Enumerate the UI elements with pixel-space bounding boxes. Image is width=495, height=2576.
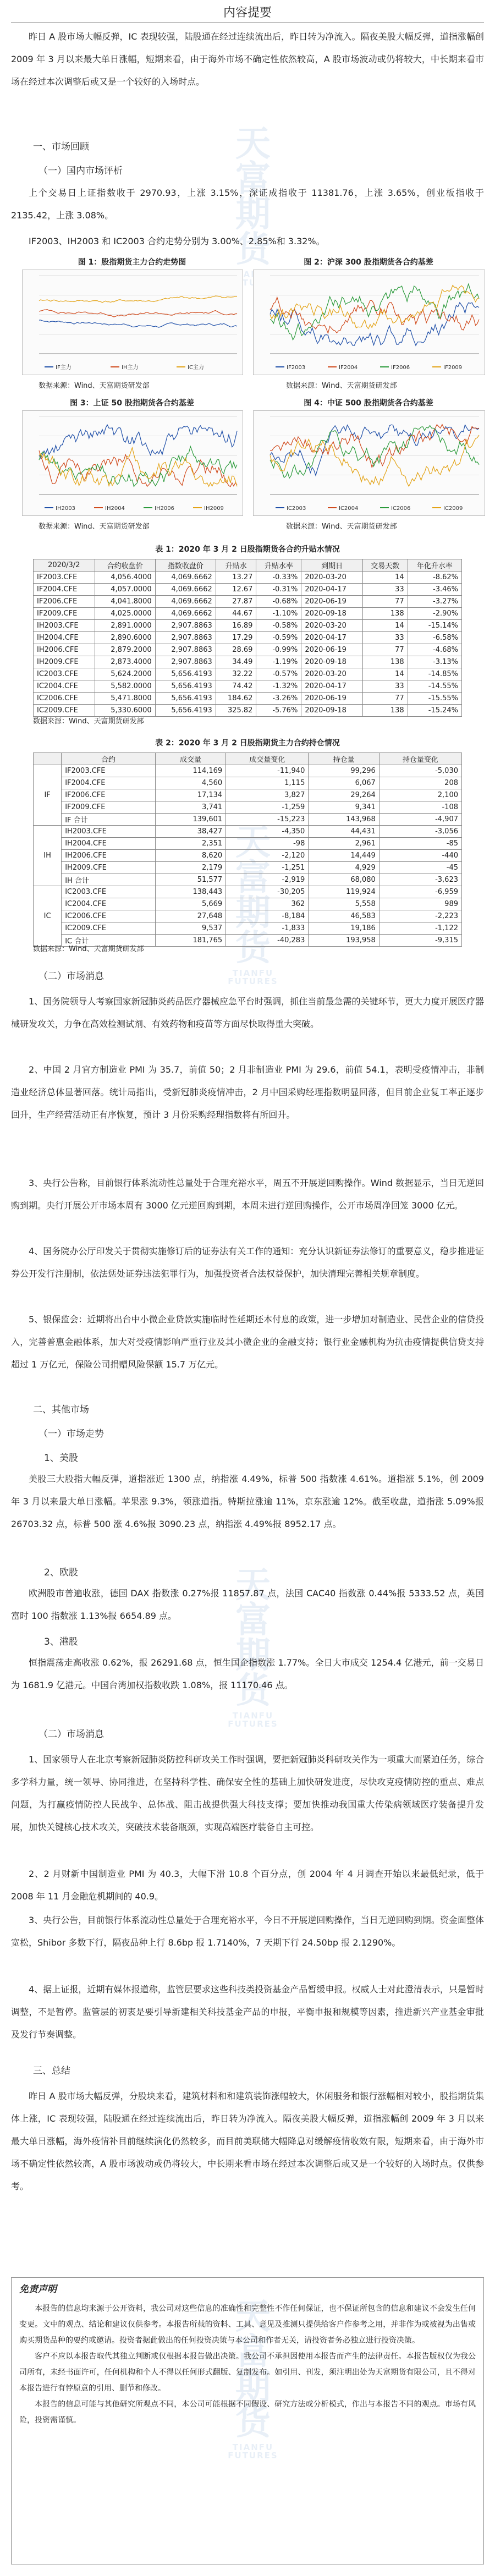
table-cell: 4,025.0000 bbox=[95, 608, 155, 620]
table-cell: 12.67 bbox=[216, 584, 256, 596]
table-cell: IH2003.CFE bbox=[62, 826, 156, 838]
watermark: 天富期货 TIANFU FUTURES bbox=[228, 822, 278, 986]
table-row bbox=[34, 668, 462, 680]
table-cell: 1,115 bbox=[226, 777, 309, 789]
table-cell: IC2004.CFE bbox=[62, 898, 156, 910]
chart-svg bbox=[254, 270, 485, 375]
table-cell: 4,056.4000 bbox=[95, 572, 155, 584]
table-cell: IC2003.CFE bbox=[34, 668, 95, 680]
table-cell: IH2009.CFE bbox=[62, 862, 156, 874]
table-cell: 5,330.6000 bbox=[95, 705, 155, 717]
table-cell: 5,669 bbox=[155, 898, 226, 910]
disclaimer-title: 免责声明 bbox=[19, 2284, 57, 2295]
table-cell: IF2003.CFE bbox=[34, 572, 95, 584]
subsection-heading: （二）市场消息 bbox=[38, 1729, 104, 1740]
table-header: 成交量 bbox=[155, 753, 226, 765]
table-cell: -440 bbox=[379, 850, 461, 862]
table-cell: 138 bbox=[362, 705, 408, 717]
table-header: 升贴水 bbox=[216, 559, 256, 572]
table-cell: 5,656.4193 bbox=[155, 680, 216, 693]
table-cell: IF2004.CFE bbox=[34, 584, 95, 596]
table-cell: 4,069.6662 bbox=[155, 584, 216, 596]
table-cell: -8,184 bbox=[226, 910, 309, 922]
positions-table bbox=[33, 753, 462, 947]
section-heading: 三、总结 bbox=[33, 2066, 70, 2077]
table-cell: 2,873.4000 bbox=[95, 656, 155, 668]
source-note: 数据来源：Wind、天富期货研发部 bbox=[38, 523, 150, 531]
table-header: 成交量变化 bbox=[226, 753, 309, 765]
source-note: 数据来源：Wind、天富期货研发部 bbox=[38, 382, 150, 390]
table-cell: IF2009.CFE bbox=[34, 608, 95, 620]
table-header: 持仓量变化 bbox=[379, 753, 461, 765]
table-cell: -15,223 bbox=[226, 814, 309, 826]
news-item: 2、中国 2 月官方制造业 PMI 为 35.7，前值 50；2 月非制造业 PMI 为 29.6，前值 54.1，表明受疫情冲击，非制造业经济总体显著回落。统计局指出，受新冠肺炎疫情冲击，2 月中国采购经理指数明显回落，但目前企业复工率正逐步回升，生产经营活动正有序恢复，预计 3 月份采购经理指数将有所回升。 bbox=[11, 1064, 484, 1120]
table-cell: -108 bbox=[379, 801, 461, 814]
chart-ic-basis bbox=[253, 410, 485, 516]
table-cell: 33 bbox=[362, 632, 408, 644]
legend-label: IF2003 bbox=[287, 365, 306, 371]
table-cell: 2020-09-18 bbox=[301, 656, 363, 668]
table-header: 指数收盘价 bbox=[155, 559, 216, 572]
table-cell: IH2006.CFE bbox=[62, 850, 156, 862]
table-row bbox=[34, 814, 462, 826]
table-cell: 17.29 bbox=[216, 632, 256, 644]
table-cell: 138 bbox=[362, 656, 408, 668]
table-cell: 2020-03-20 bbox=[301, 668, 363, 680]
table-row bbox=[34, 644, 462, 656]
news-item: 4、国务院办公厅印发关于贯彻实施修订后的证券法有关工作的通知：充分认识新证券法修订的重要意义，稳步推进证券公开发行注册制，依法惩处证券违法犯罪行为，加强投资者合法权益保护，加快清理完善相关规章制度。 bbox=[11, 1246, 484, 1279]
table-cell: -9,315 bbox=[379, 935, 461, 947]
table-cell: -1,259 bbox=[226, 801, 309, 814]
chart-svg bbox=[254, 411, 485, 515]
table-cell: -3.26% bbox=[256, 693, 301, 705]
legend-label: IH2004 bbox=[105, 506, 125, 512]
table-cell: 5,471.8000 bbox=[95, 693, 155, 705]
table-cell: -1,833 bbox=[226, 922, 309, 935]
legend-label: IH主力 bbox=[122, 365, 139, 371]
table-cell: 4,069.6662 bbox=[155, 596, 216, 608]
table-cell: -8.62% bbox=[408, 572, 461, 584]
series-line bbox=[39, 320, 237, 327]
legend-label: IF2004 bbox=[339, 365, 358, 371]
table2-title: 表 2：2020 年 3 月 2 日股指期货主力合约持仓情况 bbox=[155, 739, 340, 748]
chart-title: 图 1：股指期货主力合约走势图 bbox=[78, 258, 186, 267]
series-line bbox=[270, 425, 479, 475]
table-cell: 5,656.4193 bbox=[155, 668, 216, 680]
watermark: 天富期货 TIANFU FUTURES bbox=[228, 1565, 278, 1729]
table-cell: 4,069.6662 bbox=[155, 608, 216, 620]
table-cell: 3,741 bbox=[155, 801, 226, 814]
chart-title: 图 4：中证 500 股指期货各合约基差 bbox=[304, 399, 433, 408]
table-cell: 2020-04-17 bbox=[301, 584, 363, 596]
series-line bbox=[270, 298, 479, 333]
table-cell: 27,648 bbox=[155, 910, 226, 922]
table-cell: 99,296 bbox=[309, 765, 379, 777]
source-note: 数据来源：Wind、天富期货研发部 bbox=[33, 945, 144, 953]
table-row bbox=[34, 874, 462, 886]
table-cell: 4,041.8000 bbox=[95, 596, 155, 608]
table-cell: 2,879.2000 bbox=[95, 644, 155, 656]
table-row bbox=[34, 910, 462, 922]
table-cell: 34.49 bbox=[216, 656, 256, 668]
legend-label: IH2003 bbox=[56, 506, 75, 512]
table-cell: -0.99% bbox=[256, 644, 301, 656]
table-cell: 9,341 bbox=[309, 801, 379, 814]
table-cell: 4,560 bbox=[155, 777, 226, 789]
table-cell: 2020-04-17 bbox=[301, 680, 363, 693]
table-cell: 6,067 bbox=[309, 777, 379, 789]
table-group-label: IC bbox=[34, 886, 62, 947]
table-cell: 5,582.0000 bbox=[95, 680, 155, 693]
header-title: 内容提要 bbox=[223, 6, 272, 20]
table-cell: 5,656.4193 bbox=[155, 705, 216, 717]
table-cell: 74.42 bbox=[216, 680, 256, 693]
table-cell: -0.31% bbox=[256, 584, 301, 596]
table-cell: 2,907.8863 bbox=[155, 644, 216, 656]
table-cell: -15.55% bbox=[408, 693, 461, 705]
table-cell: -0.59% bbox=[256, 632, 301, 644]
table-cell: IF2003.CFE bbox=[62, 765, 156, 777]
table-cell: -6,959 bbox=[379, 886, 461, 898]
header-divider bbox=[11, 22, 484, 23]
summary-paragraph: 昨日 A 股市场大幅反弹，IC 表现较强，陆股通在经过连续流出后，昨日转为净流入。隔夜美股大幅反弹，道指涨幅创 2009 年 3 月以来最大单日涨幅，短期来看，由于海外市场不确定性依然较高，A 股市场波动或仍将较大，中长期来看市场在经过本次调整后或又是一个较好的入场时点。 bbox=[11, 31, 484, 87]
table-cell: -15.14% bbox=[408, 620, 461, 632]
table-cell: 5,558 bbox=[309, 898, 379, 910]
eu-market-paragraph: 欧洲股市普遍收涨，德国 DAX 指数涨 0.27%报 11857.87 点，法国 CAC40 指数涨 0.44%报 5333.52 点，英国富时 100 指数涨 1.13%报 6654.89 点。 bbox=[11, 1588, 484, 1621]
table-cell: 325.82 bbox=[216, 705, 256, 717]
table-cell: 2,351 bbox=[155, 838, 226, 850]
table-cell: 27.87 bbox=[216, 596, 256, 608]
table-cell: 44.67 bbox=[216, 608, 256, 620]
us-market-paragraph: 美股三大股指大幅反弹，道指涨近 1300 点，纳指涨 4.49%，标普 500 指数涨 4.61%。道指涨 5.1%，创 2009 年 3 月以来最大单日涨幅。苹果涨 9.3%，领涨道指。特斯拉涨逾 11%，京东涨逾 12%。截至收盘，道指涨 5.09%报 26703.32 点，标普 500 涨 4.6%报 3090.23 点，纳指涨 4.49%报 8952.17 点。 bbox=[11, 1474, 484, 1529]
table-row bbox=[34, 862, 462, 874]
table-row bbox=[34, 922, 462, 935]
table-cell: 2020-09-18 bbox=[301, 705, 363, 717]
table-header: 持仓量 bbox=[309, 753, 379, 765]
table-cell: -4,907 bbox=[379, 814, 461, 826]
table-cell: 14 bbox=[362, 572, 408, 584]
table-cell: -0.33% bbox=[256, 572, 301, 584]
disclaimer-paragraph: 本报告的信息均来源于公开资料，我公司对这些信息的准确性和完整性不作任何保证，也不保证所包含的信息和建议不会发生任何变更。文中的观点、结论和建议仅供参考。本报告所载的资料、工具、意见及推测只提供给客户作参考之用，并非作为或被视为出售或购买期货品种的要约或邀请。投资者据此做出的任何投资决策与本公司和作者无关，请投资者务必独立进行投资决策。 bbox=[19, 2304, 476, 2345]
legend-label: IC2003 bbox=[287, 506, 306, 512]
table-cell: 184.62 bbox=[216, 693, 256, 705]
table-cell: 77 bbox=[362, 693, 408, 705]
table-cell: -1.19% bbox=[256, 656, 301, 668]
table-cell: -3,623 bbox=[379, 874, 461, 886]
table-cell: IC2004.CFE bbox=[34, 680, 95, 693]
table-row bbox=[34, 656, 462, 668]
chart-title: 图 3：上证 50 股指期货各合约基差 bbox=[70, 399, 194, 408]
news-item: 3、央行公告，目前银行体系流动性总量处于合理充裕水平，今日不开展逆回购操作，当日无逆回购到期。资金面整体宽松，Shibor 多数下行，隔夜品种上行 8.6bp 报 1.7140%，7 天期下行 24.50bp 报 2.1290%。 bbox=[11, 1915, 484, 1948]
table-cell: IC2006.CFE bbox=[62, 910, 156, 922]
hk-market-paragraph: 恒指震荡走高收涨 0.62%，报 26291.68 点，恒生国企指数涨 1.77%。全日大市成交 1254.4 亿港元，前一交易日为 1681.9 亿港元。中国台湾加权指数收跌 1.08%，报 11170.46 点。 bbox=[11, 1657, 484, 1690]
subsection-heading: （一）市场走势 bbox=[38, 1429, 104, 1440]
table-cell: 2020-04-17 bbox=[301, 632, 363, 644]
table-cell: -0.58% bbox=[256, 620, 301, 632]
series-line bbox=[270, 426, 479, 479]
table-cell: -14.55% bbox=[408, 680, 461, 693]
chart-svg bbox=[23, 411, 243, 515]
premium-table bbox=[33, 559, 462, 717]
table-cell: 16.89 bbox=[216, 620, 256, 632]
table-row bbox=[34, 765, 462, 777]
table-cell: -1,122 bbox=[379, 922, 461, 935]
table-cell: -2,223 bbox=[379, 910, 461, 922]
market-heading: 1、美股 bbox=[44, 1453, 78, 1464]
table-cell: IC2009.CFE bbox=[62, 922, 156, 935]
market-heading: 2、欧股 bbox=[44, 1567, 78, 1578]
table-row bbox=[34, 801, 462, 814]
table-row bbox=[34, 680, 462, 693]
series-line bbox=[39, 310, 237, 317]
table-cell: 362 bbox=[226, 898, 309, 910]
table-cell: 51,577 bbox=[155, 874, 226, 886]
table-cell: 32.22 bbox=[216, 668, 256, 680]
chart-futures-trend bbox=[22, 270, 243, 375]
table-cell: 14 bbox=[362, 620, 408, 632]
table-cell: 9,537 bbox=[155, 922, 226, 935]
table-cell: -30,205 bbox=[226, 886, 309, 898]
table-row bbox=[34, 693, 462, 705]
news-item: 1、国务院领导人考察国家新冠肺炎药品医疗器械应急平台时强调，抓住当前最急需的关键环节，更大力度开展医疗器械研发攻关，力争在高效检测试剂、有效药物和疫苗等方面尽快取得重大突破。 bbox=[11, 996, 484, 1029]
table-cell: 17,134 bbox=[155, 789, 226, 801]
table-cell: 181,765 bbox=[155, 935, 226, 947]
table-row bbox=[34, 572, 462, 584]
table-cell: IF 合计 bbox=[62, 814, 156, 826]
table-cell: -45 bbox=[379, 862, 461, 874]
section-heading: 二、其他市场 bbox=[33, 1404, 89, 1415]
table-row bbox=[34, 789, 462, 801]
legend-label: IC2006 bbox=[391, 506, 411, 512]
table-group-label: IH bbox=[34, 826, 62, 886]
watermark: 天富期货 bbox=[235, 124, 271, 270]
table-cell: -3.27% bbox=[408, 596, 461, 608]
table-cell: 2,907.8863 bbox=[155, 656, 216, 668]
table-cell: -3.13% bbox=[408, 656, 461, 668]
table-cell: 8,620 bbox=[155, 850, 226, 862]
legend-label: IH2006 bbox=[155, 506, 174, 512]
table-header: 2020/3/2 bbox=[34, 559, 95, 572]
table-row bbox=[34, 608, 462, 620]
domestic-paragraph: IF2003、IH2003 和 IC2003 合约走势分别为 3.00%、2.85%和 3.32%。 bbox=[29, 236, 325, 246]
table-cell: 2,891.0000 bbox=[95, 620, 155, 632]
table-cell: 2020-06-19 bbox=[301, 596, 363, 608]
table-header: 到期日 bbox=[301, 559, 363, 572]
table-cell: 139,601 bbox=[155, 814, 226, 826]
legend-label: IC主力 bbox=[188, 365, 204, 371]
table-cell: IC 合计 bbox=[62, 935, 156, 947]
source-note: 数据来源：Wind、天富期货研发部 bbox=[286, 382, 397, 390]
table-cell: -0.57% bbox=[256, 668, 301, 680]
table-cell: -1.32% bbox=[256, 680, 301, 693]
table-cell: IF2004.CFE bbox=[62, 777, 156, 789]
disclaimer-box bbox=[11, 2277, 484, 2564]
table-cell: 29,264 bbox=[309, 789, 379, 801]
section-heading: 一、市场回顾 bbox=[33, 141, 89, 152]
table-cell: 13.27 bbox=[216, 572, 256, 584]
table-header: 年化升水率 bbox=[408, 559, 461, 572]
table-cell: 4,929 bbox=[309, 862, 379, 874]
table-cell: 2020-06-19 bbox=[301, 693, 363, 705]
table-header: 合约收盘价 bbox=[95, 559, 155, 572]
table-cell: -98 bbox=[226, 838, 309, 850]
table-row bbox=[34, 898, 462, 910]
table-cell: -6.58% bbox=[408, 632, 461, 644]
table-row bbox=[34, 632, 462, 644]
table-cell: 2020-03-20 bbox=[301, 572, 363, 584]
table-cell: 14 bbox=[362, 668, 408, 680]
chart-svg bbox=[23, 270, 243, 375]
table-group-label: IF bbox=[34, 765, 62, 826]
table-row bbox=[34, 838, 462, 850]
table-cell: 38,427 bbox=[155, 826, 226, 838]
table-row bbox=[34, 777, 462, 789]
table-row bbox=[34, 886, 462, 898]
table-cell: -11,940 bbox=[226, 765, 309, 777]
table-cell: -2,120 bbox=[226, 850, 309, 862]
table-cell: 138,443 bbox=[155, 886, 226, 898]
table-cell: 2,890.6000 bbox=[95, 632, 155, 644]
series-line bbox=[39, 425, 237, 458]
table-cell: 33 bbox=[362, 680, 408, 693]
chart-title: 图 2：沪深 300 股指期货各合约基差 bbox=[304, 258, 433, 267]
table-cell: 2,179 bbox=[155, 862, 226, 874]
table-cell: 2020-09-18 bbox=[301, 608, 363, 620]
table-cell: IH2003.CFE bbox=[34, 620, 95, 632]
conclusion-paragraph: 昨日 A 股市场大幅反弹，分股块来看，建筑材料和和建筑装饰涨幅较大，休闲服务和银行涨幅相对较小，股指期货集体上涨，IC 表现较强，陆股通在经过连续流出后，昨日转为净流入。隔夜美股大幅反弹，道指涨幅创 2009 年 3 月以来最大单日涨幅，海外疫情补目前继续演化仍然较多，而目前美联储大幅降息对缓解疫情收效有限，短期来看，由于海外市场不确定性依然较高，A 股市场波动或仍将较大，中长期来看市场在经过本次调整后或又是一个较好的入场时点。仅供参考。 bbox=[11, 2091, 484, 2191]
chart-if-basis bbox=[253, 270, 485, 375]
table-row bbox=[34, 596, 462, 608]
table-cell: IH2006.CFE bbox=[34, 644, 95, 656]
table-cell: IF2009.CFE bbox=[62, 801, 156, 814]
table-header: 合约 bbox=[62, 753, 156, 765]
table-cell: -1,251 bbox=[226, 862, 309, 874]
source-note: 数据来源：Wind、天富期货研发部 bbox=[33, 717, 144, 726]
table-cell: IH2009.CFE bbox=[34, 656, 95, 668]
table-cell: 4,069.6662 bbox=[155, 572, 216, 584]
watermark: 天富期货 TIANFU FUTURES bbox=[228, 2297, 278, 2460]
market-heading: 3、港股 bbox=[44, 1636, 78, 1647]
table-cell: -2.90% bbox=[408, 608, 461, 620]
table-cell: IF2006.CFE bbox=[62, 789, 156, 801]
table-cell: IC2009.CFE bbox=[34, 705, 95, 717]
subsection-heading: （一）国内市场评析 bbox=[38, 166, 123, 177]
table-cell: -14.85% bbox=[408, 668, 461, 680]
table-header: 升贴水率 bbox=[256, 559, 301, 572]
news-item: 4、据上证报，近期有媒体报道称，监管层要求这些科技类投资基金产品暂缓申报。权威人士对此澄清表示，只是暂时调整，不是暂停。监管层的初衷是要引导新建相关科技基金产品的申报，平衡申报和规模等因素，推进新兴产业基金审批及发行节奏调整。 bbox=[11, 1984, 484, 2040]
table-cell: 4,057.0000 bbox=[95, 584, 155, 596]
table-cell: -5,030 bbox=[379, 765, 461, 777]
table-cell: -4,350 bbox=[226, 826, 309, 838]
table-cell: 33 bbox=[362, 584, 408, 596]
table-cell: 2,907.8863 bbox=[155, 620, 216, 632]
table-cell: 28.69 bbox=[216, 644, 256, 656]
table-cell: 68,080 bbox=[309, 874, 379, 886]
table-cell: IH2004.CFE bbox=[34, 632, 95, 644]
table-cell: -15.24% bbox=[408, 705, 461, 717]
table-cell: 46,583 bbox=[309, 910, 379, 922]
table-cell: 3,827 bbox=[226, 789, 309, 801]
series-line bbox=[270, 425, 479, 468]
table-cell: 5,624.2000 bbox=[95, 668, 155, 680]
table-cell: -3.46% bbox=[408, 584, 461, 596]
disclaimer-paragraph: 本报告的信息可能与其他研究所观点不同，本公司可能根据不同假设、研究方法或分析模式，作出与本报告不同的观点。市场有风险，投资需谨慎。 bbox=[19, 2400, 476, 2425]
legend-label: IF2009 bbox=[443, 365, 463, 371]
news-item: 3、央行公告称，目前银行体系流动性总量处于合理充裕水平，周五不开展逆回购操作。Wind 数据显示，当日无逆回购到期。央行开展公开市场本周有 3000 亿元逆回购到期，本周未进行逆回购操作，公开市场周净回笼 3000 亿元。 bbox=[11, 1178, 484, 1211]
chart-ih-basis bbox=[22, 410, 243, 516]
table-cell: 193,958 bbox=[309, 935, 379, 947]
legend-label: IF2006 bbox=[391, 365, 410, 371]
table-cell: -0.68% bbox=[256, 596, 301, 608]
table-cell: 2020-03-20 bbox=[301, 620, 363, 632]
series-line bbox=[39, 447, 237, 487]
legend-label: IF主力 bbox=[56, 365, 72, 371]
table-cell: 114,169 bbox=[155, 765, 226, 777]
table-cell: -4.68% bbox=[408, 644, 461, 656]
legend-label: IC2004 bbox=[339, 506, 359, 512]
table1-title: 表 1：2020 年 3 月 2 日股指期货各合约升贴水情况 bbox=[155, 545, 340, 554]
disclaimer-text bbox=[19, 2301, 476, 2429]
table-cell: 2,961 bbox=[309, 838, 379, 850]
table-cell: -1.10% bbox=[256, 608, 301, 620]
table-row bbox=[34, 620, 462, 632]
subsection-heading: （二）市场消息 bbox=[38, 971, 104, 982]
table-cell: IH 合计 bbox=[62, 874, 156, 886]
table-cell: 138 bbox=[362, 608, 408, 620]
table-cell: -40,283 bbox=[226, 935, 309, 947]
table-row bbox=[34, 584, 462, 596]
news-item: 5、银保监会：近期将出台中小微企业贷款实施临时性延期还本付息的政策，进一步增加对制造业、民营企业的信贷投入，完善普惠金融体系，加大对受疫情影响严重行业及其小微企业的金融支持；银行业金融机构为抗击疫情提供信贷支持超过 1 万亿元，保险公司捐赠风险保额 15.7 万亿元。 bbox=[11, 1314, 484, 1370]
table-cell: -85 bbox=[379, 838, 461, 850]
table-cell: IC2003.CFE bbox=[62, 886, 156, 898]
table-cell: 989 bbox=[379, 898, 461, 910]
legend-label: IC2009 bbox=[443, 506, 463, 512]
table-cell: 14,449 bbox=[309, 850, 379, 862]
table-cell: 77 bbox=[362, 596, 408, 608]
table-cell: -3,056 bbox=[379, 826, 461, 838]
table-cell: 208 bbox=[379, 777, 461, 789]
table-header bbox=[34, 753, 62, 765]
source-note: 数据来源：Wind、天富期货研发部 bbox=[286, 523, 397, 531]
table-cell: 5,656.4193 bbox=[155, 693, 216, 705]
table-cell: 2020-06-19 bbox=[301, 644, 363, 656]
disclaimer-paragraph: 客户不应以本报告取代其独立判断或仅根据本报告做出决策。我公司不承担因使用本报告而产生的法律责任。本报告版权仅为我公司所有，未经书面许可，任何机构和个人不得以任何形式翻版、复制发布。如引用、刊发，须注明出处为天富期货有限公司，且不得对本报告进行有悖原意的引用、删节和修改。 bbox=[19, 2352, 476, 2393]
table-cell: 143,968 bbox=[309, 814, 379, 826]
table-cell: 2,907.8863 bbox=[155, 632, 216, 644]
table-cell: 44,431 bbox=[309, 826, 379, 838]
table-cell: IH2004.CFE bbox=[62, 838, 156, 850]
table-cell: -5.76% bbox=[256, 705, 301, 717]
domestic-paragraph: 上个交易日上证指数收于 2970.93，上涨 3.15%，深证成指收于 11381.76，上涨 3.65%，创业板指收于 2135.42，上涨 3.08%。 bbox=[11, 188, 484, 221]
series-line bbox=[39, 296, 237, 303]
table-cell: 77 bbox=[362, 644, 408, 656]
table-cell: -2,919 bbox=[226, 874, 309, 886]
table-row bbox=[34, 850, 462, 862]
table-header: 交易天数 bbox=[362, 559, 408, 572]
legend-label: IH2009 bbox=[204, 506, 224, 512]
table-cell: 19,186 bbox=[309, 922, 379, 935]
news-item: 1、国家领导人在北京考察新冠肺炎防控科研攻关工作时强调，要把新冠肺炎科研攻关作为一项重大而紧迫任务，综合多学科力量，统一领导、协同推进，在坚持科学性、确保安全性的基础上加快研发进度，尽快攻克疫情防控的重点、难点问题，为打赢疫情防控人民战争、总体战、阻击战提供强大科技支撑；要加快推动我国重大传染病领域医疗装备提升发展，加快关键核心技术攻关，突破技术装备瓶颈，实现高端医疗装备自主可控。 bbox=[11, 1754, 484, 1832]
table-row bbox=[34, 826, 462, 838]
news-item: 2、2 月财新中国制造业 PMI 为 40.3，大幅下滑 10.8 个百分点，创 2004 年 4 月调查开始以来最低纪录，低于 2008 年 11 月金融危机期间的 40.9。 bbox=[11, 1869, 484, 1902]
table-cell: 119,924 bbox=[309, 886, 379, 898]
series-line bbox=[270, 284, 479, 340]
table-cell: IF2006.CFE bbox=[34, 596, 95, 608]
table-cell: IC2006.CFE bbox=[34, 693, 95, 705]
table-cell: 2,100 bbox=[379, 789, 461, 801]
